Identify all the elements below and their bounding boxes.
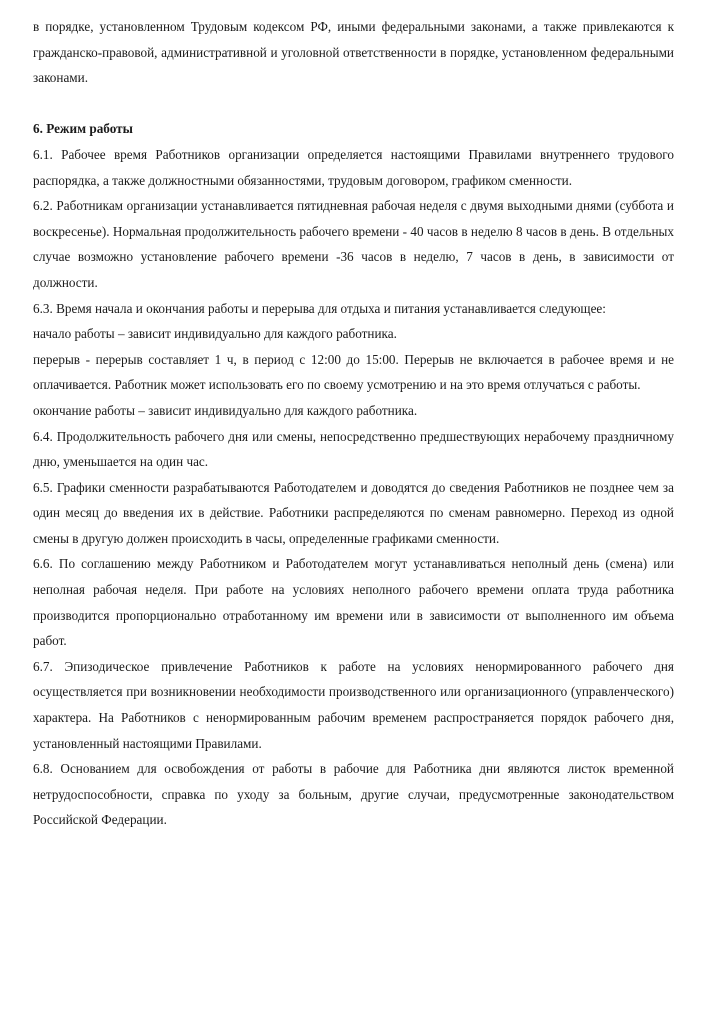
paragraph-6-4: 6.4. Продолжительность рабочего дня или смены, непосредственно предшествующих нерабочему праздничному дню, уменьшается на один час.	[33, 428, 674, 470]
paragraph-work-start: начало работы – зависит индивидуально для каждого работника.	[33, 326, 397, 342]
paragraph-6-3: 6.3. Время начала и окончания работы и перерыва для отдыха и питания устанавливается следующее:	[33, 300, 606, 316]
paragraph-6-6: 6.6. По соглашению между Работником и Работодателем могут устанавливаться неполный день (смена) или неполная рабочая неделя. При работе на условиях неполного рабочего времени оплата труда работника производится пропорционально отработанному им времени или в зависимости от выполненного им объема работ.	[33, 556, 674, 649]
paragraph-6-8: 6.8. Основанием для освобождения от работы в рабочие для Работника дни являются листок временной нетрудоспособности, справка по уходу за больным, другие случаи, предусмотренные законодательством Российской Федерации.	[33, 761, 674, 828]
paragraph-6-1: 6.1. Рабочее время Работников организации определяется настоящими Правилами внутреннего трудового распорядка, а также должностными обязанностями, трудовым договором, графиком сменности.	[33, 146, 674, 188]
paragraph-break: перерыв - перерыв составляет 1 ч, в период с 12:00 до 15:00. Перерыв не включается в рабочее время и не оплачивается. Работник может использовать его по своему усмотрению и на это время отлучаться с работы.	[33, 351, 674, 393]
section-title: 6. Режим работы	[33, 121, 133, 137]
paragraph-6-5: 6.5. Графики сменности разрабатываются Работодателем и доводятся до сведения Работников не позднее чем за один месяц до введения их в действие. Работники распределяются по сменам равномерно. Переход из одной смены в другую должен происходить в часы, определенные графиками сменности.	[33, 479, 674, 546]
paragraph-6-7: 6.7. Эпизодическое привлечение Работников к работе на условиях ненормированного рабочего дня осуществляется при возникновении необходимости производственного или организационного (управленческого) характера. На Работников с ненормированным рабочим временем распространяется порядок рабочего дня, установленный настоящими Правилами.	[33, 658, 674, 751]
document-page	[33, 14, 674, 833]
intro-paragraph: в порядке, установленном Трудовым кодексом РФ, иными федеральными законами, а также привлекаются к гражданско-правовой, административной и уголовной ответственности в порядке, установленном федеральными законами.	[33, 19, 674, 86]
paragraph-work-end: окончание работы – зависит индивидуально для каждого работника.	[33, 402, 418, 418]
paragraph-6-2: 6.2. Работникам организации устанавливается пятидневная рабочая неделя с двумя выходными днями (суббота и воскресенье). Нормальная продолжительность рабочего времени - 40 часов в неделю 8 часов в день. В отдельных случае возможно установление рабочего времени -36 часов в неделю, 7 часов в день, в зависимости от должности.	[33, 198, 674, 290]
